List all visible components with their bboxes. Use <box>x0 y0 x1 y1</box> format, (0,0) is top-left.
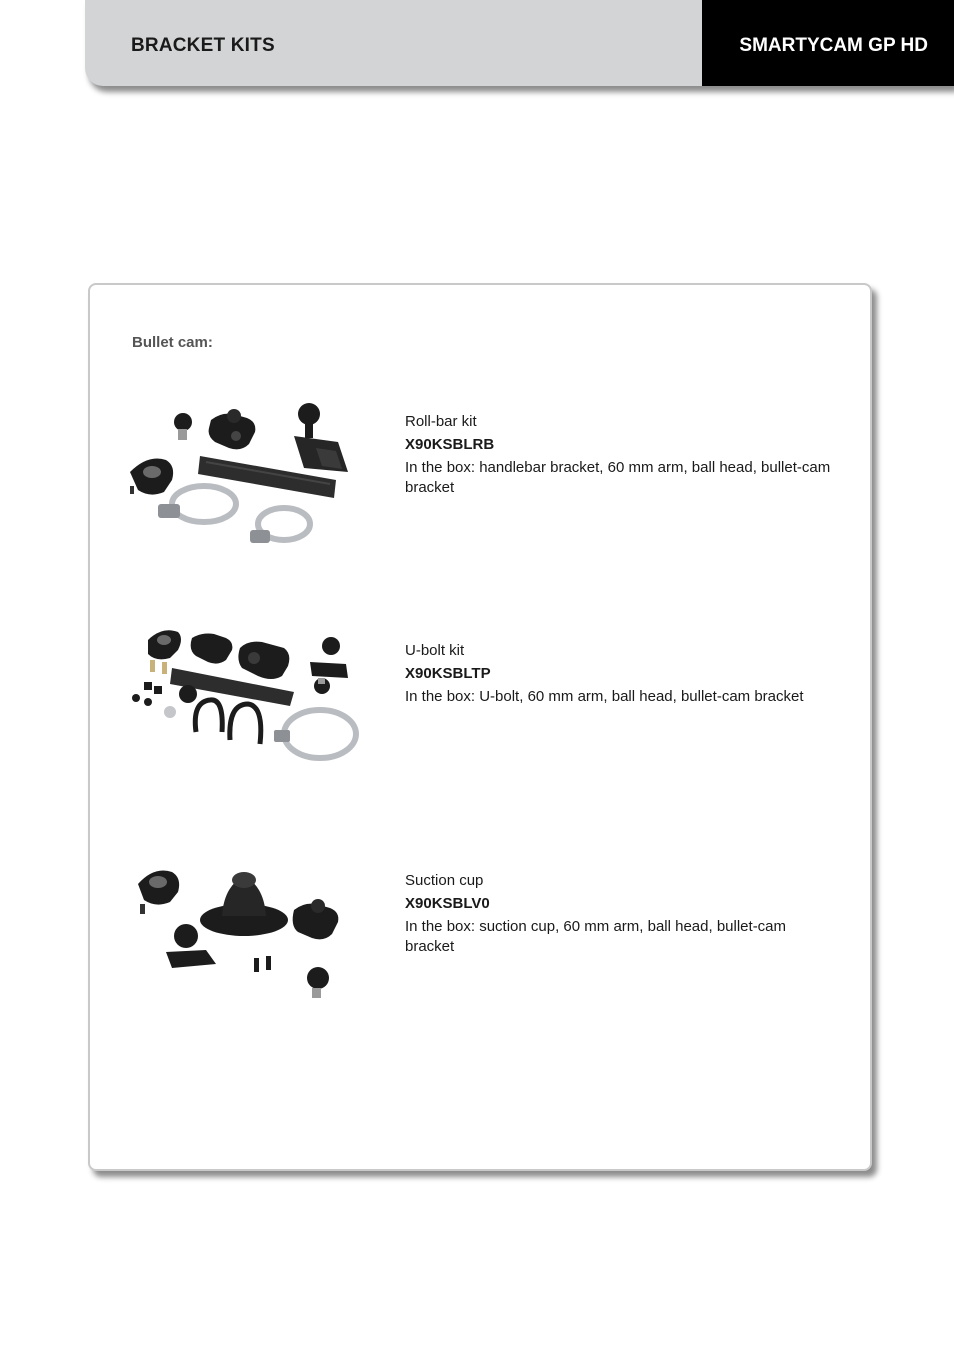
kit-code: X90KSBLV0 <box>405 895 490 912</box>
kit-code: X90KSBLRB <box>405 436 495 453</box>
u-bolt-kit-info <box>405 641 835 707</box>
kit-name: U-bolt kit <box>405 642 465 659</box>
kit-description: In the box: suction cup, 60 mm arm, ball head, bullet-cam bracket <box>405 918 787 955</box>
section-title: BRACKET KITS <box>131 35 275 56</box>
kit-name: Roll-bar kit <box>405 413 477 430</box>
kit-code: X90KSBLTP <box>405 665 491 682</box>
suction-cup-kit-info <box>405 871 835 957</box>
kit-description: In the box: U-bolt, 60 mm arm, ball head, bullet-cam bracket <box>405 688 804 705</box>
suction-cup-kit-photo <box>126 860 374 1030</box>
section-label: Bullet cam: <box>132 334 213 351</box>
product-title: SMARTYCAM GP HD <box>739 35 928 56</box>
u-bolt-kit-photo <box>126 622 374 792</box>
roll-bar-kit-info <box>405 412 835 498</box>
kit-description: In the box: handlebar bracket, 60 mm arm, ball head, bullet-cam bracket <box>405 459 831 496</box>
roll-bar-kit-photo <box>126 400 374 570</box>
product-title-block <box>702 0 954 86</box>
kit-name: Suction cup <box>405 872 484 889</box>
